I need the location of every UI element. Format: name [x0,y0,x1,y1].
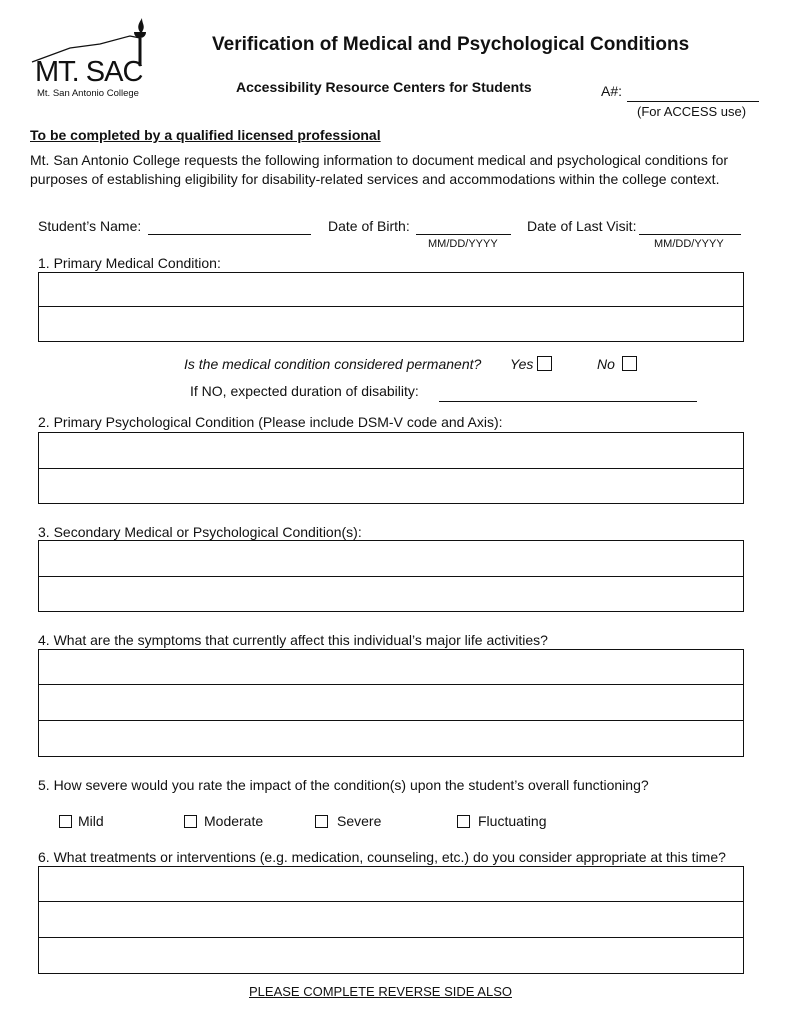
q5-option-severe-checkbox[interactable] [315,815,328,828]
last-visit-format-hint: MM/DD/YYYY [654,238,724,250]
q5-option-mild-checkbox[interactable] [59,815,72,828]
a-number-field[interactable] [627,100,759,102]
logo-college-name: Mt. San Antonio College [37,88,139,99]
q1-no-label: No [597,356,615,372]
q2-row-divider [39,468,743,469]
footer-note: PLEASE COMPLETE REVERSE SIDE ALSO [249,984,512,999]
page-subtitle: Accessibility Resource Centers for Students [236,79,532,95]
q2-label: 2. Primary Psychological Condition (Please include DSM-V code and Axis): [38,414,503,430]
q5-option-moderate-label: Moderate [204,813,264,829]
q1-label: 1. Primary Medical Condition: [38,255,221,271]
q2-answer-box[interactable] [38,432,744,504]
q1-duration-label: If NO, expected duration of disability: [190,383,419,399]
q5-option-moderate-checkbox[interactable] [184,815,197,828]
q4-row-divider [39,720,743,721]
q1-answer-box[interactable] [38,272,744,342]
q3-answer-box[interactable] [38,540,744,612]
q1-row-divider [39,306,743,307]
q3-label: 3. Secondary Medical or Psychological Condition(s): [38,524,362,540]
q1-yes-label: Yes [510,356,534,372]
q6-row-divider [39,937,743,938]
q5-option-severe-label: Severe [337,813,382,829]
q1-no-checkbox[interactable] [622,356,637,371]
last-visit-field[interactable] [639,233,741,235]
student-name-label: Student’s Name: [38,218,142,234]
a-number-label: A#: [601,83,623,99]
q5-label: 5. How severe would you rate the impact of the condition(s) upon the student’s overall functioning? [38,777,649,793]
college-logo [30,18,155,103]
intro-paragraph: Mt. San Antonio College requests the following information to document medical and psychological conditions for purposes of establishing eligibility for disability-related services and accommodations within the college context. [30,152,729,187]
logo-wordmark: MT. SAC [35,56,143,88]
q5-option-fluctuating-checkbox[interactable] [457,815,470,828]
student-name-field[interactable] [148,233,311,235]
q6-label: 6. What treatments or interventions (e.g. medication, counseling, etc.) do you consider appropriate at this time? [38,849,726,865]
last-visit-label: Date of Last Visit: [527,218,637,234]
q6-answer-box[interactable] [38,866,744,974]
intro-heading: To be completed by a qualified licensed professional [30,127,381,143]
q5-option-fluctuating-label: Fluctuating [478,813,547,829]
dob-field[interactable] [416,233,511,235]
q4-label: 4. What are the symptoms that currently affect this individual’s major life activities? [38,632,548,648]
q5-option-mild-label: Mild [78,813,104,829]
q4-answer-box[interactable] [38,649,744,757]
dob-format-hint: MM/DD/YYYY [428,238,498,250]
dob-label: Date of Birth: [328,218,410,234]
q1-permanent-question: Is the medical condition considered permanent? [184,356,482,372]
page-title: Verification of Medical and Psychological Conditions [212,34,690,55]
q1-duration-field[interactable] [439,400,697,402]
access-use-note: (For ACCESS use) [637,104,747,119]
q6-row-divider [39,901,743,902]
q1-yes-checkbox[interactable] [537,356,552,371]
q4-row-divider [39,684,743,685]
q3-row-divider [39,576,743,577]
